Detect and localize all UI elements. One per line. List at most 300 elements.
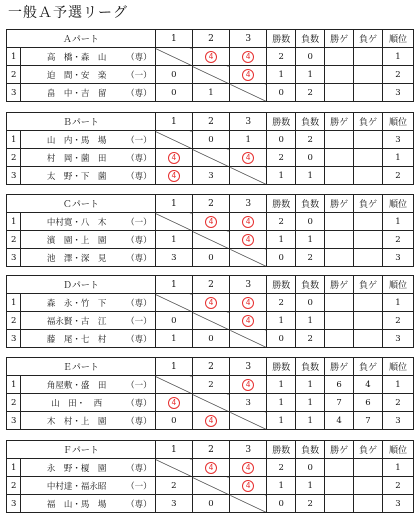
table-row	[7, 459, 414, 477]
win-mark: 4	[168, 170, 180, 182]
match-result: 1	[192, 84, 229, 102]
table-row	[7, 312, 414, 330]
player-names: 森 永・竹 下	[46, 298, 107, 309]
game-wins	[325, 495, 354, 513]
match-col-3: 3	[230, 358, 267, 376]
losses-count: 1	[296, 394, 325, 412]
rank: 3	[382, 495, 413, 513]
wins-header: 勝数	[267, 358, 296, 376]
affiliation: （専）	[126, 171, 152, 182]
wins-header: 勝数	[267, 30, 296, 48]
game-wins	[325, 294, 354, 312]
game-losses	[354, 330, 383, 348]
player-names: 角屋敷・盛 田	[46, 380, 107, 391]
wins-header: 勝数	[267, 441, 296, 459]
match-col-3: 3	[230, 195, 267, 213]
win-mark: 4	[242, 379, 254, 391]
part-name: Ｅパート	[7, 358, 156, 376]
win-mark: 4	[242, 315, 254, 327]
player-names: 山 内・馬 場	[46, 135, 107, 146]
player-names: 濱 園・上 園	[46, 235, 107, 246]
wins-count: 1	[267, 231, 296, 249]
wins-count: 1	[267, 312, 296, 330]
match-result	[155, 167, 192, 185]
self-match-slash	[230, 495, 267, 513]
game-losses	[354, 495, 383, 513]
wins-count: 1	[267, 376, 296, 394]
affiliation: （専）	[126, 499, 152, 510]
player-pair-cell	[21, 84, 155, 102]
table-row	[7, 294, 414, 312]
row-number: 3	[7, 412, 21, 430]
game-losses-header: 負ゲ	[354, 276, 383, 294]
wins-count: 0	[267, 330, 296, 348]
wins-count: 1	[267, 477, 296, 495]
game-losses	[354, 477, 383, 495]
match-result	[230, 149, 267, 167]
table-header-row	[7, 358, 414, 376]
table-row	[7, 231, 414, 249]
player-pair-cell	[21, 66, 155, 84]
row-number: 3	[7, 495, 21, 513]
part-name: Ｂパート	[7, 113, 156, 131]
game-wins-header: 勝ゲ	[325, 441, 354, 459]
game-wins: 7	[325, 394, 354, 412]
match-col-1: 1	[155, 441, 192, 459]
rank: 2	[382, 312, 413, 330]
row-number: 3	[7, 84, 21, 102]
affiliation: （一）	[126, 481, 152, 492]
self-match-slash	[155, 48, 192, 66]
win-mark: 4	[205, 216, 217, 228]
win-mark: 4	[168, 397, 180, 409]
game-wins-header: 勝ゲ	[325, 276, 354, 294]
page-title: 一般Ａ予選リーグ	[8, 5, 128, 21]
match-result	[192, 213, 229, 231]
win-mark: 4	[242, 216, 254, 228]
win-mark: 4	[242, 152, 254, 164]
self-match-slash	[155, 213, 192, 231]
win-mark: 4	[205, 51, 217, 63]
affiliation: （専）	[126, 88, 152, 99]
game-wins-header: 勝ゲ	[325, 113, 354, 131]
rank: 2	[382, 66, 413, 84]
match-col-3: 3	[230, 276, 267, 294]
player-names: 福 山・馬 場	[46, 499, 107, 510]
self-match-slash	[155, 459, 192, 477]
table-header-row	[7, 113, 414, 131]
game-wins	[325, 312, 354, 330]
table-row	[7, 330, 414, 348]
affiliation: （専）	[126, 416, 152, 427]
match-result: 0	[155, 312, 192, 330]
table-row	[7, 84, 414, 102]
row-number: 1	[7, 131, 21, 149]
rank: 1	[382, 459, 413, 477]
losses-count: 0	[296, 294, 325, 312]
match-col-2: 2	[192, 358, 229, 376]
match-col-2: 2	[192, 195, 229, 213]
game-losses-header: 負ゲ	[354, 113, 383, 131]
row-number: 2	[7, 394, 21, 412]
match-result: 1	[155, 330, 192, 348]
losses-count: 2	[296, 495, 325, 513]
losses-header: 負数	[296, 195, 325, 213]
match-result	[230, 459, 267, 477]
player-names: 村 岡・薗 田	[46, 153, 107, 164]
match-result	[192, 48, 229, 66]
league-table	[6, 440, 414, 513]
wins-header: 勝数	[267, 195, 296, 213]
wins-count: 2	[267, 213, 296, 231]
game-losses: 6	[354, 394, 383, 412]
match-col-3: 3	[230, 113, 267, 131]
player-pair-cell	[21, 131, 155, 149]
win-mark: 4	[242, 69, 254, 81]
game-wins: 4	[325, 412, 354, 430]
rank: 1	[382, 48, 413, 66]
game-wins	[325, 131, 354, 149]
match-result: 1	[230, 131, 267, 149]
game-wins	[325, 84, 354, 102]
match-col-1: 1	[155, 276, 192, 294]
self-match-slash	[155, 294, 192, 312]
game-wins	[325, 167, 354, 185]
game-wins	[325, 149, 354, 167]
win-mark: 4	[242, 297, 254, 309]
match-result: 2	[155, 477, 192, 495]
row-number: 3	[7, 330, 21, 348]
losses-count: 2	[296, 131, 325, 149]
game-wins	[325, 213, 354, 231]
rank: 1	[382, 294, 413, 312]
match-result: 3	[155, 495, 192, 513]
game-losses	[354, 231, 383, 249]
game-wins	[325, 330, 354, 348]
match-col-1: 1	[155, 358, 192, 376]
game-losses	[354, 294, 383, 312]
rank: 3	[382, 84, 413, 102]
game-losses-header: 負ゲ	[354, 358, 383, 376]
row-number: 2	[7, 312, 21, 330]
self-match-slash	[192, 312, 229, 330]
table-row	[7, 495, 414, 513]
row-number: 1	[7, 294, 21, 312]
table-row	[7, 66, 414, 84]
match-result	[230, 48, 267, 66]
game-losses-header: 負ゲ	[354, 30, 383, 48]
rank: 3	[382, 249, 413, 267]
wins-count: 1	[267, 167, 296, 185]
row-number: 3	[7, 249, 21, 267]
player-names: 福永賢・古 江	[46, 316, 107, 327]
win-mark: 4	[242, 51, 254, 63]
self-match-slash	[155, 376, 192, 394]
table-row	[7, 131, 414, 149]
player-pair-cell	[21, 495, 155, 513]
losses-count: 1	[296, 477, 325, 495]
affiliation: （一）	[126, 217, 152, 228]
affiliation: （一）	[126, 70, 152, 81]
game-losses	[354, 149, 383, 167]
table-row	[7, 376, 414, 394]
win-mark: 4	[242, 462, 254, 474]
losses-header: 負数	[296, 358, 325, 376]
match-col-2: 2	[192, 441, 229, 459]
game-wins	[325, 249, 354, 267]
part-name: Ｃパート	[7, 195, 156, 213]
rank: 2	[382, 394, 413, 412]
player-names: 中村達・福永昭	[46, 481, 107, 492]
win-mark: 4	[205, 415, 217, 427]
table-row	[7, 249, 414, 267]
match-result	[192, 294, 229, 312]
table-row	[7, 213, 414, 231]
match-result	[230, 294, 267, 312]
game-wins	[325, 231, 354, 249]
match-col-3: 3	[230, 441, 267, 459]
wins-count: 0	[267, 495, 296, 513]
win-mark: 4	[242, 234, 254, 246]
match-result	[230, 231, 267, 249]
match-result	[230, 66, 267, 84]
losses-count: 0	[296, 48, 325, 66]
wins-count: 0	[267, 249, 296, 267]
self-match-slash	[230, 249, 267, 267]
wins-count: 1	[267, 66, 296, 84]
match-result: 0	[192, 330, 229, 348]
affiliation: （専）	[126, 253, 152, 264]
row-number: 2	[7, 231, 21, 249]
match-result: 2	[192, 376, 229, 394]
match-result: 0	[192, 249, 229, 267]
player-pair-cell	[21, 213, 155, 231]
match-result: 3	[155, 249, 192, 267]
match-result: 0	[155, 412, 192, 430]
wins-count: 0	[267, 84, 296, 102]
rank-header: 順位	[382, 30, 413, 48]
game-losses	[354, 312, 383, 330]
game-losses	[354, 48, 383, 66]
player-names: 高 橋・森 山	[46, 52, 107, 63]
match-col-2: 2	[192, 276, 229, 294]
rank-header: 順位	[382, 441, 413, 459]
player-pair-cell	[21, 394, 155, 412]
game-losses	[354, 167, 383, 185]
losses-header: 負数	[296, 113, 325, 131]
rank: 3	[382, 412, 413, 430]
part-name: Ａパート	[7, 30, 156, 48]
table-row	[7, 149, 414, 167]
rank-header: 順位	[382, 276, 413, 294]
player-pair-cell	[21, 231, 155, 249]
losses-count: 0	[296, 149, 325, 167]
wins-count: 2	[267, 149, 296, 167]
game-wins-header: 勝ゲ	[325, 30, 354, 48]
table-header-row	[7, 441, 414, 459]
player-pair-cell	[21, 330, 155, 348]
league-table	[6, 112, 414, 185]
match-col-2: 2	[192, 30, 229, 48]
wins-count: 0	[267, 131, 296, 149]
match-result: 0	[192, 131, 229, 149]
game-wins-header: 勝ゲ	[325, 195, 354, 213]
wins-count: 1	[267, 394, 296, 412]
game-wins	[325, 48, 354, 66]
match-result	[155, 394, 192, 412]
wins-count: 2	[267, 459, 296, 477]
rank: 2	[382, 231, 413, 249]
match-result	[192, 412, 229, 430]
match-result	[230, 213, 267, 231]
row-number: 2	[7, 149, 21, 167]
self-match-slash	[192, 149, 229, 167]
self-match-slash	[192, 394, 229, 412]
affiliation: （専）	[126, 298, 152, 309]
losses-count: 1	[296, 312, 325, 330]
player-names: 迫 間・安 楽	[46, 70, 107, 81]
match-result: 3	[230, 394, 267, 412]
match-col-2: 2	[192, 113, 229, 131]
rank-header: 順位	[382, 358, 413, 376]
player-pair-cell	[21, 477, 155, 495]
match-result: 3	[192, 167, 229, 185]
affiliation: （専）	[126, 334, 152, 345]
win-mark: 4	[168, 152, 180, 164]
match-result: 1	[155, 231, 192, 249]
rank: 1	[382, 149, 413, 167]
losses-count: 2	[296, 330, 325, 348]
win-mark: 4	[205, 462, 217, 474]
win-mark: 4	[205, 297, 217, 309]
losses-header: 負数	[296, 276, 325, 294]
part-name: Ｆパート	[7, 441, 156, 459]
self-match-slash	[155, 131, 192, 149]
match-result: 0	[192, 495, 229, 513]
self-match-slash	[230, 84, 267, 102]
match-result	[192, 459, 229, 477]
affiliation: （専）	[126, 153, 152, 164]
game-wins	[325, 477, 354, 495]
affiliation: （専）	[126, 52, 152, 63]
wins-header: 勝数	[267, 276, 296, 294]
game-losses	[354, 131, 383, 149]
rank: 1	[382, 376, 413, 394]
player-names: 山 田・ 西	[51, 398, 103, 409]
rank: 2	[382, 167, 413, 185]
match-result	[230, 376, 267, 394]
match-col-1: 1	[155, 195, 192, 213]
table-row	[7, 48, 414, 66]
wins-count: 1	[267, 412, 296, 430]
rank-header: 順位	[382, 113, 413, 131]
self-match-slash	[192, 66, 229, 84]
player-pair-cell	[21, 149, 155, 167]
affiliation: （一）	[126, 135, 152, 146]
match-col-1: 1	[155, 30, 192, 48]
affiliation: （一）	[126, 316, 152, 327]
game-losses	[354, 213, 383, 231]
match-col-1: 1	[155, 113, 192, 131]
self-match-slash	[192, 231, 229, 249]
match-result: 0	[155, 66, 192, 84]
match-result	[155, 149, 192, 167]
table-header-row	[7, 276, 414, 294]
row-number: 1	[7, 48, 21, 66]
win-mark: 4	[242, 480, 254, 492]
losses-count: 1	[296, 167, 325, 185]
player-names: 中村寛・八 木	[46, 217, 107, 228]
table-row	[7, 167, 414, 185]
game-wins-header: 勝ゲ	[325, 358, 354, 376]
losses-count: 1	[296, 231, 325, 249]
match-result	[230, 477, 267, 495]
player-pair-cell	[21, 312, 155, 330]
player-pair-cell	[21, 48, 155, 66]
rank: 1	[382, 213, 413, 231]
table-row	[7, 477, 414, 495]
league-table	[6, 357, 414, 430]
game-losses	[354, 84, 383, 102]
match-result: 0	[155, 84, 192, 102]
row-number: 1	[7, 376, 21, 394]
losses-count: 0	[296, 213, 325, 231]
affiliation: （一）	[126, 380, 152, 391]
affiliation: （専）	[126, 463, 152, 474]
losses-count: 1	[296, 66, 325, 84]
game-losses	[354, 249, 383, 267]
losses-header: 負数	[296, 30, 325, 48]
losses-count: 1	[296, 412, 325, 430]
row-number: 2	[7, 477, 21, 495]
player-names: 池 澤・深 見	[46, 253, 107, 264]
table-header-row	[7, 195, 414, 213]
self-match-slash	[230, 330, 267, 348]
row-number: 1	[7, 213, 21, 231]
table-header-row	[7, 30, 414, 48]
player-pair-cell	[21, 412, 155, 430]
wins-count: 2	[267, 48, 296, 66]
league-table	[6, 29, 414, 102]
player-pair-cell	[21, 376, 155, 394]
game-wins	[325, 459, 354, 477]
losses-count: 1	[296, 376, 325, 394]
player-pair-cell	[21, 249, 155, 267]
league-table	[6, 194, 414, 267]
rank-header: 順位	[382, 195, 413, 213]
losses-header: 負数	[296, 441, 325, 459]
game-losses: 4	[354, 376, 383, 394]
wins-header: 勝数	[267, 113, 296, 131]
player-pair-cell	[21, 294, 155, 312]
player-names: 永 野・榎 園	[46, 463, 107, 474]
rank: 2	[382, 477, 413, 495]
self-match-slash	[230, 412, 267, 430]
losses-count: 0	[296, 459, 325, 477]
game-losses-header: 負ゲ	[354, 195, 383, 213]
player-names: 太 野・下 薗	[46, 171, 107, 182]
player-names: 畠 中・吉 留	[46, 88, 107, 99]
game-losses-header: 負ゲ	[354, 441, 383, 459]
row-number: 1	[7, 459, 21, 477]
row-number: 3	[7, 167, 21, 185]
affiliation: （専）	[126, 235, 152, 246]
player-pair-cell	[21, 459, 155, 477]
match-col-3: 3	[230, 30, 267, 48]
table-row	[7, 394, 414, 412]
table-row	[7, 412, 414, 430]
league-table	[6, 275, 414, 348]
